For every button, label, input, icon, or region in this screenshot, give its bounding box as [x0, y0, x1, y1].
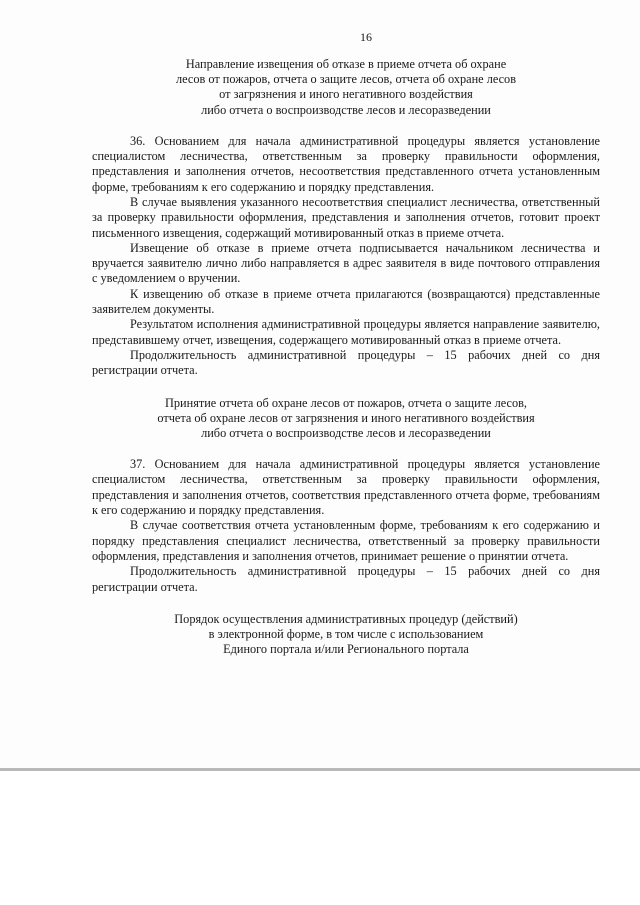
section-heading-refusal-notice	[92, 57, 600, 118]
paragraph-37: 37. Основанием для начала административной процедуры является установление специалистом лесничества, ответственным за проверку правильности оформления, представления и заполнения отчетов, соответствия представленного отчета форме, требованиям к его содержанию и порядку представления.	[92, 457, 600, 518]
heading-line: Порядок осуществления административных процедур (действий)	[174, 611, 518, 626]
paragraph-duration: Продолжительность административной процедуры – 15 рабочих дней со дня регистрации отчета.	[92, 347, 600, 378]
paragraph-36: 36. Основанием для начала административной процедуры является установление специалистом лесничества, ответственным за проверку правильности оформления, представления и заполнения отчетов, несоответствия представленного отчета установленным форме, требованиям к его содержанию и порядку представления.	[92, 133, 600, 194]
heading-line: от загрязнения и иного негативного воздействия	[219, 87, 473, 102]
page-number: 16	[360, 30, 372, 44]
heading-line: лесов от пожаров, отчета о защите лесов, отчета об охране лесов	[175, 72, 517, 87]
section-heading-report-acceptance	[92, 396, 600, 442]
heading-line: в электронной форме, в том числе с использованием	[208, 627, 484, 642]
section-heading-electronic-form	[92, 612, 600, 658]
heading-line: отчета об охране лесов от загрязнения и иного негативного воздействия	[157, 410, 535, 425]
paragraph: В случае соответствия отчета установленным форме, требованиям к его содержанию и порядку представления специалист лесничества, ответственный за проверку правильности оформления, представления и заполнения отчетов, принимает решение о принятии отчета.	[92, 518, 600, 563]
heading-line: Единого портала и/или Регионального портала	[223, 642, 469, 657]
heading-line: Направление извещения об отказе в приеме отчета об охране	[185, 57, 507, 71]
page-bottom-edge	[0, 768, 640, 771]
paragraph: К извещению об отказе в приеме отчета прилагаются (возвращаются) представленные заявителем документы.	[92, 286, 600, 317]
heading-line: либо отчета о воспроизводстве лесов и лесоразведении	[201, 102, 491, 117]
paragraph: Результатом исполнения административной процедуры является направление заявителю, представившему отчет, извещения, содержащего мотивированный отказ в приеме отчета.	[92, 317, 600, 347]
paragraph-duration: Продолжительность административной процедуры – 15 рабочих дней со дня регистрации отчета.	[92, 564, 600, 594]
heading-line: Принятие отчета об охране лесов от пожаров, отчета о защите лесов,	[165, 395, 527, 410]
paragraph: Извещение об отказе в приеме отчета подписывается начальником лесничества и вручается заявителю лично либо направляется в адрес заявителя в виде почтового отправления с уведомлением о вручении.	[92, 240, 600, 286]
heading-line: либо отчета о воспроизводстве лесов и лесоразведении	[201, 425, 491, 440]
paragraph: В случае выявления указанного несоответствия специалист лесничества, ответственный за проверку правильности оформления, представления и заполнения отчетов, готовит проект письменного извещения, содержащий мотивированный отказ в приеме отчета.	[92, 195, 600, 240]
